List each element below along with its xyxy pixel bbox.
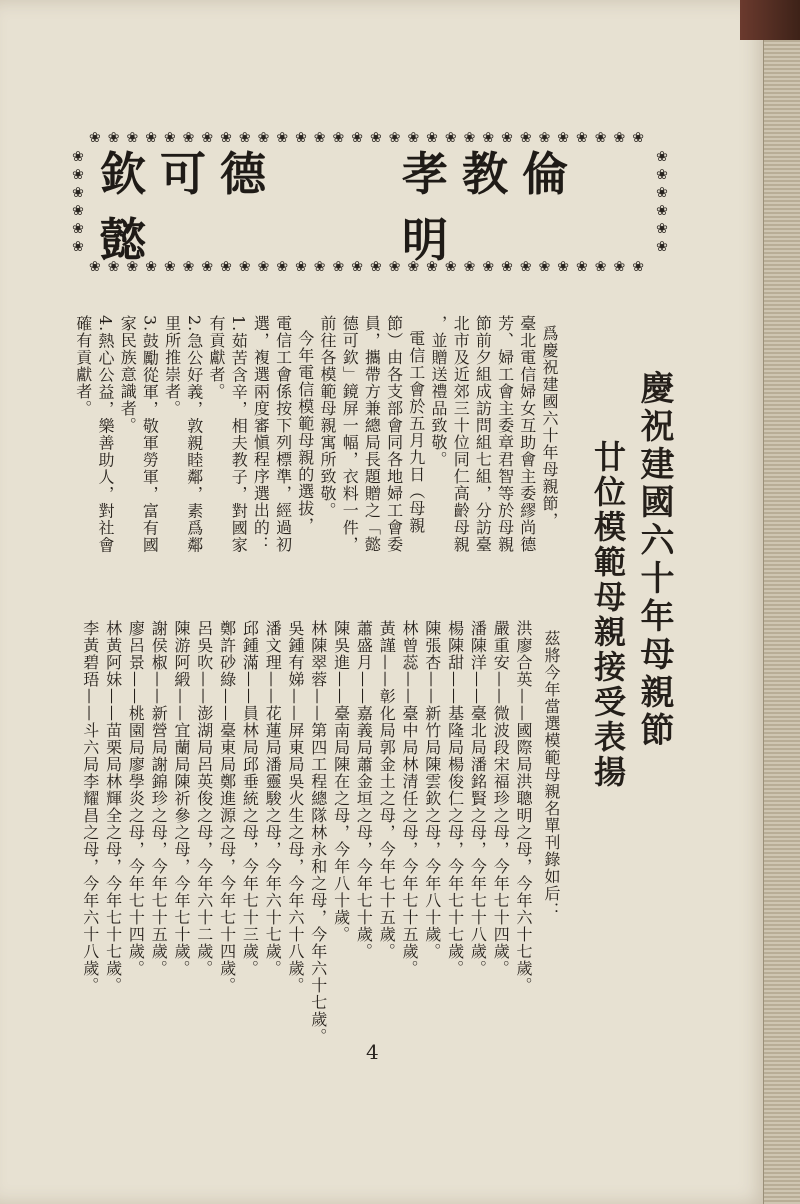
body-column: 德可欽」鏡屏一幅，衣料一件， (340, 315, 360, 553)
list-item: 謝侯椒——新營局謝錦珍之母，今年七十五歲。 (149, 620, 169, 977)
list-item: 陳張杏——新竹局陳雲欽之母，今年八十歲。 (422, 620, 442, 960)
body-column: 北市及近郊三十位同仁高齡母親 (451, 315, 471, 553)
list-intro: 茲將今年當選模範母親名單刊錄如后： (542, 630, 561, 919)
body-column: 芳、婦工會主委章君智等於母親 (495, 315, 515, 553)
banner-motto (100, 147, 640, 267)
body-column: 里所推崇者。 (162, 315, 182, 417)
article-subtitle: 廿位模範母親接受表揚 (589, 440, 627, 790)
list-item: 林曾蕊——臺中局林清任之母，今年七十五歲。 (400, 620, 419, 977)
ornament-border-bottom: ❀❀❀❀❀❀❀❀❀❀❀❀❀❀❀❀❀❀❀❀❀❀❀❀❀❀❀❀❀❀ (89, 259, 651, 275)
body-column: 有貢獻者。 (207, 315, 226, 400)
body-column: 節）由各支部會同各地婦工會委 (384, 315, 404, 553)
body-column: 電信工會係按下列標準，經過初 (273, 315, 293, 553)
body-column: 前往各模範母親寓所致敬。 (318, 315, 337, 519)
list-item: 洪廖合英——國際局洪聰明之母，今年六十七歲。 (514, 620, 533, 994)
list-item: 林黃阿妹——苗栗局林輝全之母，今年七十七歲。 (103, 620, 123, 994)
body-column: 節前夕組成訪問組七組，分訪臺 (473, 315, 493, 553)
list-item: 嚴重安——微波段宋福珍之母，今年七十四歲。 (491, 620, 511, 977)
list-item: 呂吳吹——澎湖局呂英俊之母，今年六十二歲。 (194, 620, 214, 977)
list-item: 林陳翠蓉——第四工程總隊林永和之母，今年六十七歲。 (308, 620, 328, 1045)
ornament-border-top: ❀❀❀❀❀❀❀❀❀❀❀❀❀❀❀❀❀❀❀❀❀❀❀❀❀❀❀❀❀❀ (89, 130, 651, 146)
list-item: 黃謹——彰化局郭金土之母，今年七十五歲。 (377, 620, 397, 960)
ornament-border-left: ❀ ❀ ❀ ❀ ❀ ❀ (72, 149, 84, 255)
ornament-border-right: ❀ ❀ ❀ ❀ ❀ ❀ (656, 149, 668, 255)
list-item: 楊陳甜——基隆局楊俊仁之母，今年七十七歲。 (445, 620, 465, 977)
body-column: 2.急公好義，敦親睦鄰，素爲鄰 (184, 315, 204, 554)
body-column: ，並贈送禮品致敬。 (429, 315, 448, 468)
list-item: 李黃碧珸——斗六局李耀昌之母，今年六十八歲。 (80, 620, 100, 994)
page-number: 4 (366, 1040, 379, 1064)
list-item: 吳鍾有娣——屏東局吳火生之母，今年六十八歲。 (286, 620, 305, 994)
body-column: 1.茹苦含辛，相夫教子，對國家 (229, 315, 249, 554)
list-item: 邱鍾滿——員林局邱垂統之母，今年七十三歲。 (240, 620, 260, 977)
article-title: 慶祝建國六十年母親節 (634, 370, 674, 750)
body-column: 3.鼓勵從軍，敬軍勞軍，富有國 (140, 315, 160, 554)
list-item: 陳游阿緞——宜蘭局陳祈參之母，今年七十歲。 (172, 620, 191, 977)
body-column: 今年電信模範母親的選拔， (295, 330, 315, 534)
page-stack-edge (763, 40, 800, 1204)
body-column: 選，複選兩度審愼程序選出的： (251, 315, 271, 553)
body-column: 電信工會於五月九日（母親 (406, 330, 426, 534)
book-cover-edge (740, 0, 800, 40)
list-item: 潘陳洋——臺北局潘銘賢之母，今年七十八歲。 (468, 620, 488, 977)
list-item: 陳吳進——臺南局陳在之母，今年八十歲。 (331, 620, 351, 943)
list-item: 蕭盛月——嘉義局蕭金垣之母，今年七十歲。 (354, 620, 374, 960)
list-item: 潘文理——花蓮局潘靈駿之母，今年六十七歲。 (263, 620, 283, 977)
list-item: 鄭許砂綠——臺東局鄭進源之母，今年七十四歲。 (217, 620, 237, 994)
banner-text-left: 欽可德懿 (100, 147, 280, 267)
body-column: 爲慶祝建國六十年母親節， (540, 325, 559, 529)
list-item: 廖呂景——桃園局廖學炎之母，今年七十四歲。 (126, 620, 146, 977)
body-column: 家民族意識者。 (118, 315, 138, 434)
header-banner (70, 130, 670, 275)
body-column: 臺北電信婦女互助會主委繆尚德 (517, 315, 537, 553)
banner-text-right: 孝教倫明 (402, 147, 582, 267)
body-column: 員，攜帶方兼總局長題贈之「懿 (362, 315, 382, 553)
body-column: 4.熱心公益，樂善助人，對社會 (96, 315, 115, 554)
body-column: 確有貢獻者。 (73, 315, 93, 417)
